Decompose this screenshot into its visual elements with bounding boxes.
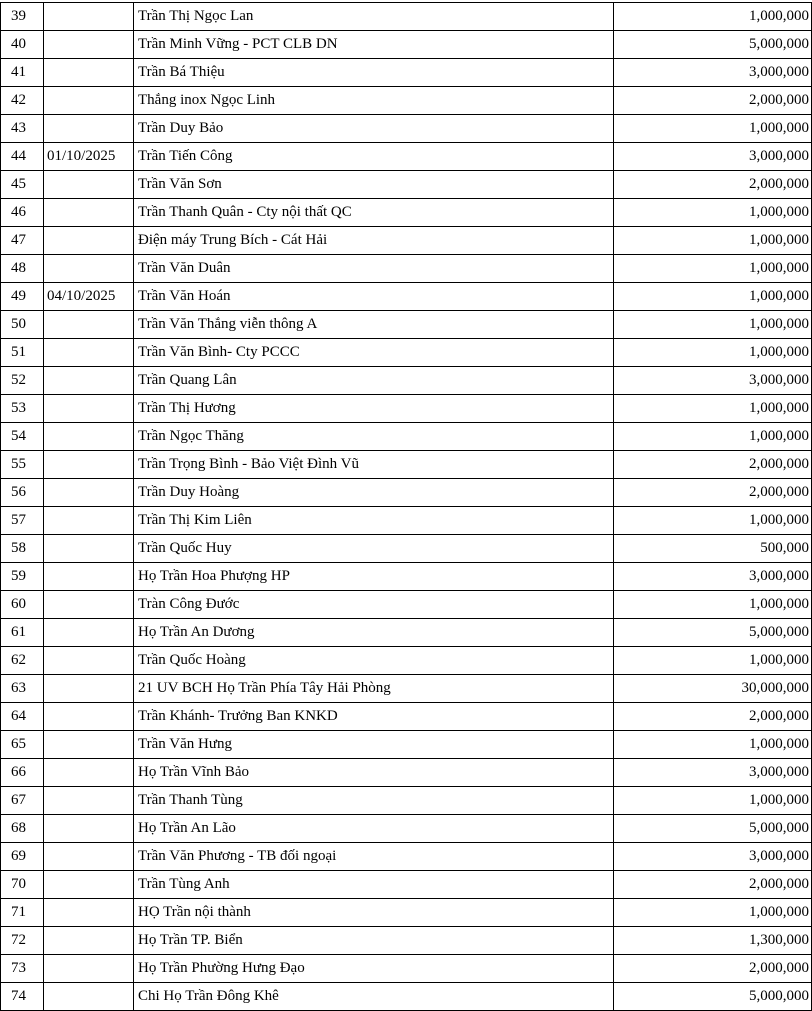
- date-cell: [44, 115, 134, 143]
- date-cell: [44, 675, 134, 703]
- date-cell: [44, 31, 134, 59]
- table-row: [1, 703, 812, 731]
- amount-cell: 2,000,000: [614, 451, 812, 479]
- amount-cell: 1,000,000: [614, 647, 812, 675]
- date-cell: [44, 703, 134, 731]
- donor-name-cell: Trần Ngọc Thăng: [134, 423, 614, 451]
- amount-cell: 5,000,000: [614, 619, 812, 647]
- amount-cell: 1,000,000: [614, 227, 812, 255]
- donor-name-cell: Trần Duy Bảo: [134, 115, 614, 143]
- date-cell: [44, 899, 134, 927]
- row-number-cell: 67: [1, 787, 44, 815]
- table-row: [1, 115, 812, 143]
- donor-name-cell: Trần Thanh Quân - Cty nội thất QC: [134, 199, 614, 227]
- table-row: [1, 899, 812, 927]
- donor-name-cell: HỌ Trần nội thành: [134, 899, 614, 927]
- donor-name-cell: 21 UV BCH Họ Trần Phía Tây Hải Phòng: [134, 675, 614, 703]
- row-number-cell: 74: [1, 983, 44, 1011]
- amount-cell: 1,000,000: [614, 899, 812, 927]
- donor-name-cell: Trần Thị Ngọc Lan: [134, 3, 614, 31]
- table-row: [1, 535, 812, 563]
- table-row: [1, 283, 812, 311]
- row-number-cell: 64: [1, 703, 44, 731]
- donor-name-cell: Trần Quốc Huy: [134, 535, 614, 563]
- row-number-cell: 52: [1, 367, 44, 395]
- donor-name-cell: Trần Thị Kim Liên: [134, 507, 614, 535]
- date-cell: 04/10/2025: [44, 283, 134, 311]
- date-cell: [44, 647, 134, 675]
- date-cell: [44, 479, 134, 507]
- donor-name-cell: Trần Quốc Hoàng: [134, 647, 614, 675]
- amount-cell: 1,000,000: [614, 311, 812, 339]
- date-cell: [44, 983, 134, 1011]
- amount-cell: 30,000,000: [614, 675, 812, 703]
- amount-cell: 1,000,000: [614, 591, 812, 619]
- donor-name-cell: Họ Trần Hoa Phượng HP: [134, 563, 614, 591]
- row-number-cell: 54: [1, 423, 44, 451]
- date-cell: [44, 759, 134, 787]
- donor-name-cell: Trần Văn Sơn: [134, 171, 614, 199]
- table-row: [1, 731, 812, 759]
- date-cell: [44, 255, 134, 283]
- date-cell: [44, 339, 134, 367]
- amount-cell: 3,000,000: [614, 143, 812, 171]
- row-number-cell: 59: [1, 563, 44, 591]
- row-number-cell: 71: [1, 899, 44, 927]
- amount-cell: 3,000,000: [614, 367, 812, 395]
- row-number-cell: 63: [1, 675, 44, 703]
- date-cell: [44, 199, 134, 227]
- donor-name-cell: Trần Văn Duân: [134, 255, 614, 283]
- row-number-cell: 53: [1, 395, 44, 423]
- donor-name-cell: Trần Văn Phương - TB đối ngoại: [134, 843, 614, 871]
- row-number-cell: 46: [1, 199, 44, 227]
- donor-name-cell: Trần Tùng Anh: [134, 871, 614, 899]
- amount-cell: 2,000,000: [614, 171, 812, 199]
- donor-name-cell: Trần Văn Hoán: [134, 283, 614, 311]
- table-row: [1, 59, 812, 87]
- table-row: [1, 227, 812, 255]
- row-number-cell: 72: [1, 927, 44, 955]
- donor-name-cell: Thắng inox Ngọc Linh: [134, 87, 614, 115]
- row-number-cell: 49: [1, 283, 44, 311]
- donation-table-body: [1, 3, 812, 1011]
- donor-name-cell: Trần Thị Hương: [134, 395, 614, 423]
- amount-cell: 1,000,000: [614, 115, 812, 143]
- donation-table: [0, 2, 812, 1011]
- date-cell: [44, 451, 134, 479]
- donor-name-cell: Họ Trần An Dương: [134, 619, 614, 647]
- amount-cell: 3,000,000: [614, 759, 812, 787]
- date-cell: [44, 787, 134, 815]
- row-number-cell: 57: [1, 507, 44, 535]
- row-number-cell: 62: [1, 647, 44, 675]
- table-row: [1, 87, 812, 115]
- date-cell: [44, 563, 134, 591]
- donor-name-cell: Họ Trần An Lão: [134, 815, 614, 843]
- amount-cell: 1,000,000: [614, 395, 812, 423]
- row-number-cell: 47: [1, 227, 44, 255]
- table-row: [1, 927, 812, 955]
- amount-cell: 500,000: [614, 535, 812, 563]
- date-cell: [44, 843, 134, 871]
- donor-name-cell: Chi Họ Trần Đông Khê: [134, 983, 614, 1011]
- row-number-cell: 65: [1, 731, 44, 759]
- row-number-cell: 56: [1, 479, 44, 507]
- date-cell: [44, 927, 134, 955]
- date-cell: [44, 311, 134, 339]
- row-number-cell: 45: [1, 171, 44, 199]
- row-number-cell: 50: [1, 311, 44, 339]
- amount-cell: 2,000,000: [614, 703, 812, 731]
- amount-cell: 5,000,000: [614, 815, 812, 843]
- amount-cell: 5,000,000: [614, 31, 812, 59]
- date-cell: [44, 955, 134, 983]
- donor-name-cell: Trần Thanh Tùng: [134, 787, 614, 815]
- date-cell: [44, 395, 134, 423]
- table-row: [1, 843, 812, 871]
- table-row: [1, 171, 812, 199]
- row-number-cell: 58: [1, 535, 44, 563]
- amount-cell: 1,000,000: [614, 283, 812, 311]
- row-number-cell: 73: [1, 955, 44, 983]
- table-row: [1, 619, 812, 647]
- date-cell: [44, 815, 134, 843]
- table-row: [1, 815, 812, 843]
- table-row: [1, 255, 812, 283]
- date-cell: [44, 171, 134, 199]
- table-row: [1, 143, 812, 171]
- table-row: [1, 591, 812, 619]
- amount-cell: 5,000,000: [614, 983, 812, 1011]
- table-row: [1, 479, 812, 507]
- donor-name-cell: Trần Bá Thiệu: [134, 59, 614, 87]
- date-cell: [44, 591, 134, 619]
- row-number-cell: 68: [1, 815, 44, 843]
- row-number-cell: 39: [1, 3, 44, 31]
- amount-cell: 3,000,000: [614, 843, 812, 871]
- table-row: [1, 395, 812, 423]
- amount-cell: 1,000,000: [614, 731, 812, 759]
- row-number-cell: 40: [1, 31, 44, 59]
- amount-cell: 1,000,000: [614, 3, 812, 31]
- table-row: [1, 31, 812, 59]
- table-row: [1, 759, 812, 787]
- donor-name-cell: Họ Trần Vĩnh Bảo: [134, 759, 614, 787]
- amount-cell: 1,000,000: [614, 423, 812, 451]
- table-row: [1, 983, 812, 1011]
- donor-name-cell: Họ Trần Phường Hưng Đạo: [134, 955, 614, 983]
- donor-name-cell: Trần Duy Hoàng: [134, 479, 614, 507]
- amount-cell: 2,000,000: [614, 87, 812, 115]
- table-row: [1, 367, 812, 395]
- amount-cell: 1,300,000: [614, 927, 812, 955]
- amount-cell: 1,000,000: [614, 255, 812, 283]
- table-row: [1, 311, 812, 339]
- table-row: [1, 507, 812, 535]
- row-number-cell: 60: [1, 591, 44, 619]
- date-cell: [44, 367, 134, 395]
- table-row: [1, 675, 812, 703]
- table-row: [1, 339, 812, 367]
- date-cell: [44, 535, 134, 563]
- table-row: [1, 871, 812, 899]
- table-row: [1, 563, 812, 591]
- amount-cell: 2,000,000: [614, 871, 812, 899]
- row-number-cell: 69: [1, 843, 44, 871]
- donor-name-cell: Trần Quang Lân: [134, 367, 614, 395]
- date-cell: [44, 423, 134, 451]
- date-cell: [44, 619, 134, 647]
- amount-cell: 3,000,000: [614, 563, 812, 591]
- row-number-cell: 43: [1, 115, 44, 143]
- donor-name-cell: Trần Văn Bình- Cty PCCC: [134, 339, 614, 367]
- donor-name-cell: Điện máy Trung Bích - Cát Hải: [134, 227, 614, 255]
- donor-name-cell: Trần Văn Thắng viễn thông A: [134, 311, 614, 339]
- row-number-cell: 41: [1, 59, 44, 87]
- date-cell: 01/10/2025: [44, 143, 134, 171]
- row-number-cell: 70: [1, 871, 44, 899]
- row-number-cell: 61: [1, 619, 44, 647]
- donor-name-cell: Trần Trọng Bình - Bảo Việt Đình Vũ: [134, 451, 614, 479]
- row-number-cell: 66: [1, 759, 44, 787]
- row-number-cell: 44: [1, 143, 44, 171]
- table-row: [1, 955, 812, 983]
- row-number-cell: 55: [1, 451, 44, 479]
- donor-name-cell: Trần Tiến Công: [134, 143, 614, 171]
- amount-cell: 2,000,000: [614, 479, 812, 507]
- date-cell: [44, 871, 134, 899]
- amount-cell: 1,000,000: [614, 339, 812, 367]
- date-cell: [44, 507, 134, 535]
- donor-name-cell: Tràn Công Đước: [134, 591, 614, 619]
- amount-cell: 1,000,000: [614, 199, 812, 227]
- date-cell: [44, 227, 134, 255]
- donor-name-cell: Trần Văn Hưng: [134, 731, 614, 759]
- table-row: [1, 647, 812, 675]
- amount-cell: 2,000,000: [614, 955, 812, 983]
- table-row: [1, 787, 812, 815]
- row-number-cell: 51: [1, 339, 44, 367]
- donor-name-cell: Trần Khánh- Trưởng Ban KNKD: [134, 703, 614, 731]
- donor-name-cell: Trần Minh Vững - PCT CLB DN: [134, 31, 614, 59]
- table-row: [1, 199, 812, 227]
- table-row: [1, 423, 812, 451]
- date-cell: [44, 87, 134, 115]
- table-row: [1, 451, 812, 479]
- donor-name-cell: Họ Trần TP. Biển: [134, 927, 614, 955]
- table-row: [1, 3, 812, 31]
- amount-cell: 3,000,000: [614, 59, 812, 87]
- amount-cell: 1,000,000: [614, 787, 812, 815]
- row-number-cell: 42: [1, 87, 44, 115]
- amount-cell: 1,000,000: [614, 507, 812, 535]
- row-number-cell: 48: [1, 255, 44, 283]
- date-cell: [44, 3, 134, 31]
- date-cell: [44, 59, 134, 87]
- date-cell: [44, 731, 134, 759]
